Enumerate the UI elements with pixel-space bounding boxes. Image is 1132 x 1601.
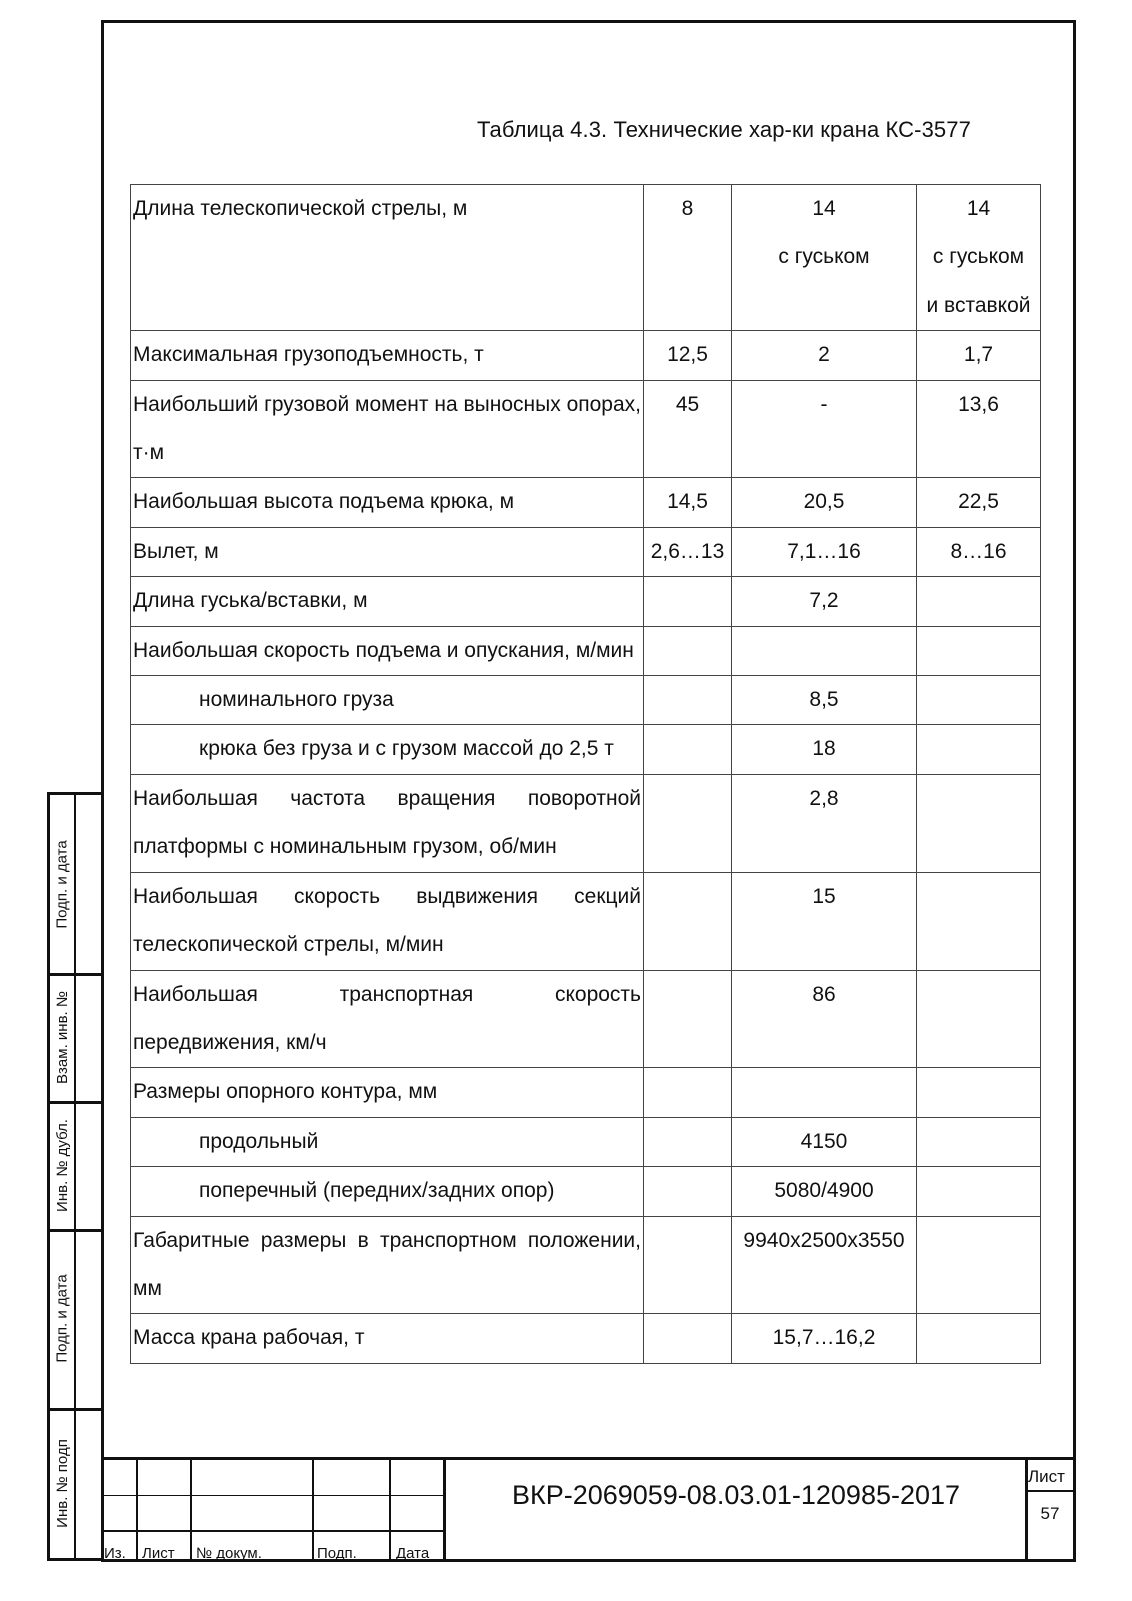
table-row — [131, 478, 1041, 527]
value-cell-c3 — [917, 676, 1041, 725]
value-line: 2,8 — [809, 786, 839, 810]
value-cell-c1 — [644, 1314, 732, 1363]
tb-caption-change: Из. — [104, 1545, 126, 1562]
value-line: 15 — [812, 884, 836, 908]
value-cell-c2 — [732, 1216, 917, 1314]
value-cell-c2 — [732, 1068, 917, 1117]
value-line: 4150 — [800, 1129, 848, 1153]
table-row — [131, 1117, 1041, 1166]
value-cell-c1 — [644, 1068, 732, 1117]
value-line: 45 — [675, 392, 700, 416]
value-line: 86 — [812, 982, 836, 1006]
value-cell-c2 — [732, 577, 917, 626]
value-cell-c1 — [644, 185, 732, 331]
sheet-label: Лист — [1028, 1467, 1065, 1486]
table-row — [131, 676, 1041, 725]
table-row — [131, 774, 1041, 872]
tb-col-line — [312, 1460, 314, 1562]
value-cell-c3 — [917, 380, 1041, 478]
tb-caption-doc-no: № докум. — [196, 1545, 262, 1562]
value-line: и вставкой — [926, 293, 1031, 317]
value-cell-c2 — [732, 676, 917, 725]
table-row — [131, 577, 1041, 626]
tb-col-line — [443, 1460, 446, 1562]
value-line: 2,6…13 — [650, 539, 725, 563]
value-cell-c3 — [917, 527, 1041, 576]
value-cell-c3 — [917, 185, 1041, 331]
param-cell: Наибольшая скорость подъема и опускания, м/мин — [131, 626, 644, 675]
value-cell-c1 — [644, 577, 732, 626]
value-cell-c2 — [732, 478, 917, 527]
value-cell-c2 — [732, 872, 917, 970]
value-line: 7,2 — [809, 589, 839, 613]
value-line: 8…16 — [950, 539, 1007, 563]
param-cell: Наибольшая скорость выдвижения секций телескопической стрелы, м/мин — [131, 872, 644, 970]
tb-col-line — [389, 1460, 391, 1562]
side-stamp-divider — [74, 795, 76, 1558]
table-row — [131, 1167, 1041, 1216]
table-row — [131, 970, 1041, 1068]
table-row — [131, 527, 1041, 576]
value-line: 12,5 — [667, 343, 708, 367]
value-line: 14 — [966, 197, 991, 220]
value-line: 15,7…16,2 — [772, 1326, 876, 1350]
value-cell-c1 — [644, 331, 732, 380]
tb-col-line — [136, 1460, 138, 1562]
value-line: 2 — [818, 343, 830, 367]
value-cell-c3 — [917, 1216, 1041, 1314]
value-cell-c3 — [917, 1117, 1041, 1166]
title-block — [101, 1457, 1076, 1562]
param-cell: Наибольшая высота подъема крюка, м — [131, 478, 644, 527]
table-row — [131, 725, 1041, 774]
tb-row-line — [1025, 1490, 1076, 1492]
tb-col-line — [190, 1460, 192, 1562]
tb-row-line — [101, 1530, 443, 1532]
value-cell-c2 — [732, 774, 917, 872]
side-label-sign-date-2: Подп. и дата — [53, 1274, 71, 1363]
value-line: 22,5 — [958, 490, 999, 514]
table-row — [131, 1216, 1041, 1314]
value-cell-c2 — [732, 1167, 917, 1216]
param-cell: Длина телескопической стрелы, м — [131, 185, 644, 331]
value-cell-c2 — [732, 1117, 917, 1166]
side-label-replace-inv: Взам. инв. № — [53, 990, 71, 1084]
value-cell-c3 — [917, 725, 1041, 774]
param-cell: Наибольший грузовой момент на выносных опорах, т·м — [131, 380, 644, 478]
tb-row-line — [101, 1495, 443, 1496]
value-cell-c3 — [917, 1167, 1041, 1216]
param-cell: Длина гуська/вставки, м — [131, 577, 644, 626]
value-cell-c1 — [644, 1167, 732, 1216]
value-line: 14 — [812, 197, 836, 220]
value-line: 1,7 — [963, 343, 994, 367]
value-line: с гуськом — [778, 245, 870, 269]
table-row — [131, 185, 1041, 331]
value-line: 8 — [681, 197, 694, 220]
value-line: 7,1…16 — [787, 539, 861, 563]
value-cell-c3 — [917, 872, 1041, 970]
value-line: 9940x2500x3550 — [743, 1228, 905, 1252]
value-cell-c1 — [644, 626, 732, 675]
value-cell-c1 — [644, 1216, 732, 1314]
value-cell-c2 — [732, 380, 917, 478]
tb-caption-sign: Подп. — [317, 1545, 357, 1562]
value-cell-c3 — [917, 774, 1041, 872]
value-cell-c1 — [644, 380, 732, 478]
value-line: 8,5 — [809, 688, 839, 712]
value-line: 14,5 — [667, 490, 708, 514]
param-cell: Наибольшая транспортная скорость передвижения, км/ч — [131, 970, 644, 1068]
value-line: - — [820, 392, 828, 416]
param-cell: Габаритные размеры в транспортном положении, мм — [131, 1216, 644, 1314]
value-cell-c1 — [644, 970, 732, 1068]
value-cell-c2 — [732, 626, 917, 675]
table-row — [131, 1314, 1041, 1363]
param-cell: крюка без груза и с грузом массой до 2,5 т — [131, 725, 644, 774]
value-line: 18 — [812, 737, 836, 761]
value-cell-c3 — [917, 577, 1041, 626]
table-row — [131, 331, 1041, 380]
param-cell: Наибольшая частота вращения поворотной платформы с номинальным грузом, об/мин — [131, 774, 644, 872]
value-cell-c3 — [917, 1068, 1041, 1117]
value-cell-c1 — [644, 676, 732, 725]
table-row — [131, 380, 1041, 478]
value-cell-c2 — [732, 331, 917, 380]
param-cell: Максимальная грузоподъемность, т — [131, 331, 644, 380]
value-cell-c1 — [644, 527, 732, 576]
table-row — [131, 626, 1041, 675]
tb-caption-date: Дата — [396, 1545, 430, 1562]
table-row — [131, 1068, 1041, 1117]
value-cell-c1 — [644, 872, 732, 970]
value-cell-c1 — [644, 1117, 732, 1166]
value-cell-c2 — [732, 725, 917, 774]
value-cell-c2 — [732, 527, 917, 576]
value-cell-c2 — [732, 1314, 917, 1363]
param-cell: продольный — [131, 1117, 644, 1166]
value-cell-c2 — [732, 970, 917, 1068]
value-cell-c3 — [917, 1314, 1041, 1363]
param-cell: Размеры опорного контура, мм — [131, 1068, 644, 1117]
value-line: 5080/4900 — [774, 1179, 874, 1203]
value-line: с гуськом — [932, 245, 1025, 269]
tb-caption-sheet: Лист — [142, 1545, 175, 1562]
param-cell: номинального груза — [131, 676, 644, 725]
side-label-sign-date-1: Подп. и дата — [53, 839, 71, 929]
param-cell: Вылет, м — [131, 527, 644, 576]
side-label-original-inv: Инв. № подп — [53, 1438, 71, 1528]
value-cell-c3 — [917, 331, 1041, 380]
side-stamp — [47, 792, 101, 1561]
param-cell: поперечный (передних/задних опор) — [131, 1167, 644, 1216]
value-cell-c2 — [732, 185, 917, 331]
value-cell-c1 — [644, 774, 732, 872]
sheet-number: 57 — [1040, 1504, 1060, 1523]
value-cell-c3 — [917, 478, 1041, 527]
value-line: 13,6 — [958, 392, 999, 416]
table-row — [131, 872, 1041, 970]
table-caption: Таблица 4.3. Технические хар-ки крана КС-3577 — [477, 117, 971, 142]
side-label-dup-inv: Инв. № дубл. — [53, 1118, 71, 1212]
value-cell-c1 — [644, 478, 732, 527]
value-cell-c3 — [917, 970, 1041, 1068]
value-cell-c3 — [917, 626, 1041, 675]
document-code: ВКР-2069059-08.03.01-120985-2017 — [511, 1480, 961, 1510]
value-cell-c1 — [644, 725, 732, 774]
param-cell: Масса крана рабочая, т — [131, 1314, 644, 1363]
specs-table — [130, 184, 1041, 1364]
value-line: 20,5 — [803, 490, 845, 514]
